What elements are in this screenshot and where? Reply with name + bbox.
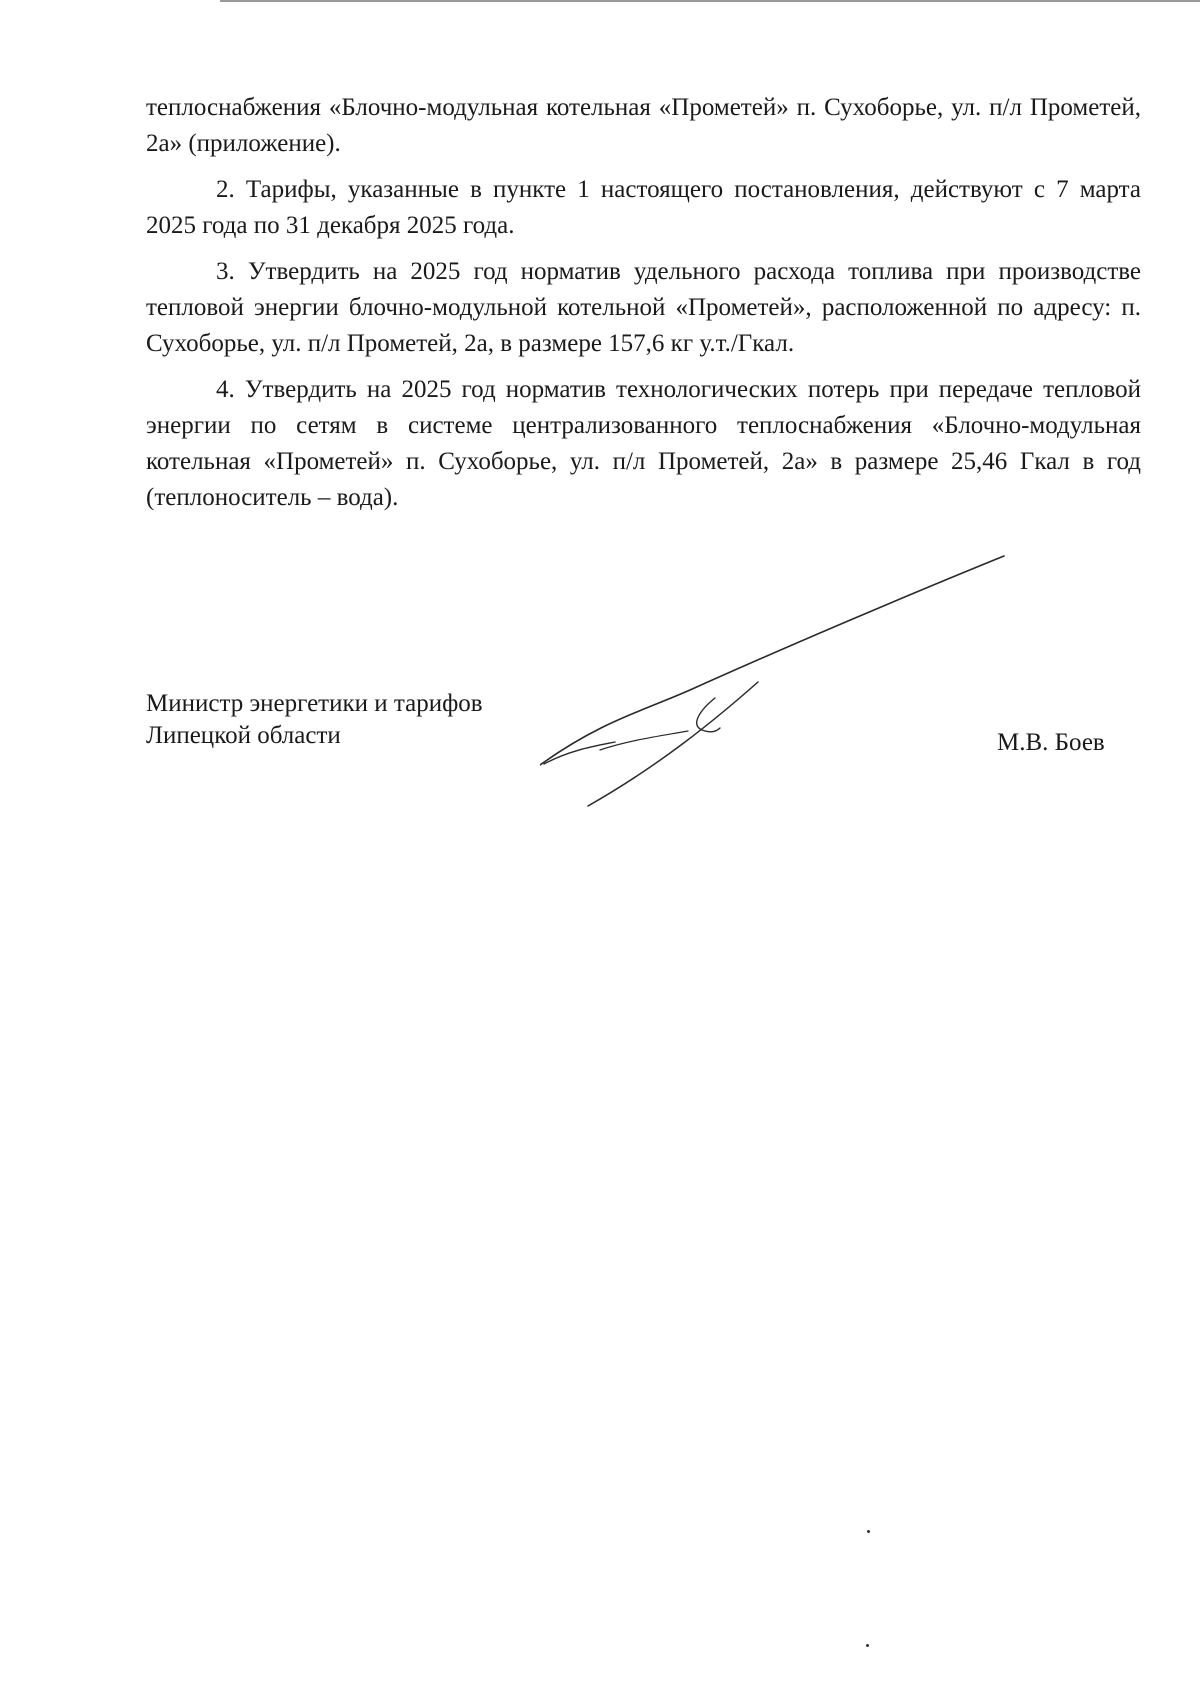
handwritten-signature (540, 550, 1020, 810)
signatory-position (146, 688, 483, 752)
scan-speck (866, 1644, 869, 1647)
paragraph-2: 2. Тарифы, указанные в пункте 1 настоящего постановления, действуют с 7 марта 2025 года по 31 декабря 2025 года. (146, 176, 1141, 239)
scan-speck (867, 1530, 870, 1533)
document-body (146, 90, 1141, 526)
paragraph-4: 4. Утвердить на 2025 год норматив технологических потерь при передаче тепловой энергии по сетям в системе централизованного теплоснабжения «Блочно-модульная котельная «Прометей» п. Сухоборье, ул. п/л Прометей, 2а» в размере 25,46 Гкал в год (теплоноситель – вода). (146, 376, 1141, 511)
page-top-edge (220, 0, 1200, 2)
paragraph-3: 3. Утвердить на 2025 год норматив удельного расхода топлива при производстве тепловой энергии блочно-модульной котельной «Прометей», расположенной по адресу: п. Сухоборье, ул. п/л Прометей, 2а, в размере 157,6 кг у.т./Гкал. (146, 258, 1141, 357)
signatory-position-line-2: Липецкой области (146, 722, 341, 749)
signatory-position-line-1: Министр энергетики и тарифов (146, 690, 483, 717)
paragraph-continuation: теплоснабжения «Блочно-модульная котельная «Прометей» п. Сухоборье, ул. п/л Прометей, 2а» (приложение). (146, 94, 1141, 157)
signatory-name: М.В. Боев (997, 729, 1105, 756)
